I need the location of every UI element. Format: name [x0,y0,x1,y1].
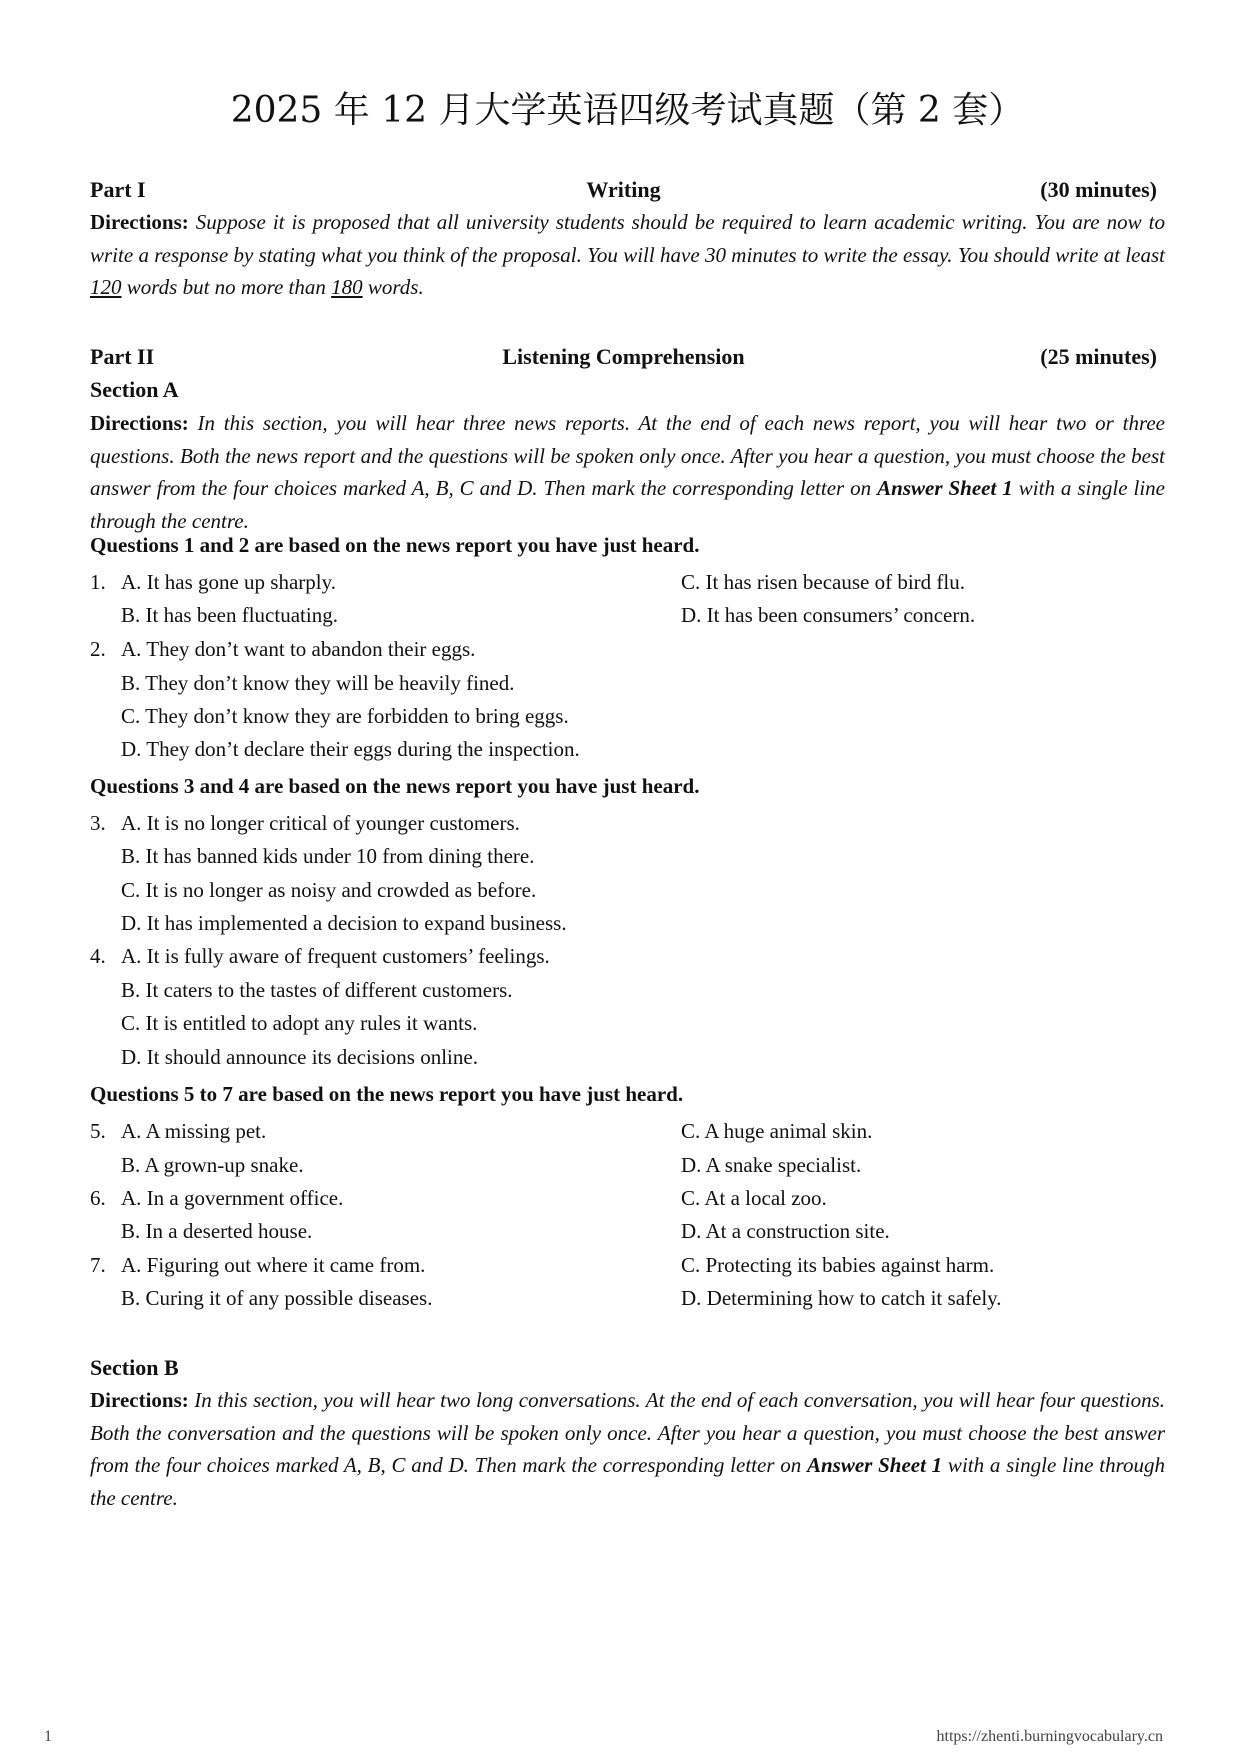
option-a: A. A missing pet. [121,1119,267,1143]
question-number: 3. [90,811,106,835]
option-a: A. Figuring out where it came from. [121,1253,426,1277]
option-c: C. A huge animal skin. [681,1119,873,1143]
question-group-heading: Questions 5 to 7 are based on the news report you have just heard. [90,1082,684,1106]
page-title: 2025 年 12 月大学英语四级考试真题（第 2 套） [230,90,1025,131]
part-2-name: Listening Comprehension [502,344,745,369]
option-b: B. It caters to the tastes of different customers. [121,978,513,1002]
answer-sheet-ref: Answer Sheet 1 [877,476,1013,500]
option-a: A. It is no longer critical of younger customers. [121,811,520,835]
max-words: 180 [331,275,363,299]
option-c: C. Protecting its babies against harm. [681,1253,995,1277]
part-1-name: Writing [586,177,661,202]
min-words: 120 [90,275,122,299]
footer-url[interactable]: https://zhenti.burningvocabulary.cn [936,1728,1163,1745]
option-d: D. It has been consumers’ concern. [681,603,976,627]
section-a-label: Section A [90,377,179,402]
section-b-label: Section B [90,1355,179,1380]
page-number: 1 [44,1728,52,1745]
part-2-label: Part II [90,344,155,369]
section-b-directions: Directions: In this section, you will hear two long conversations. At the end of each conversation, you will hear four questions. Both the conversation and the questions will be spoken only once. After you hear a question, you must choose the best answer from the four choices marked A, B, C and D. Then mark the corresponding letter on Answer Sheet 1 with a single line through the centre. [90,1388,1165,1510]
option-d: D. A snake specialist. [681,1153,862,1177]
part-2-time: (25 minutes) [1040,344,1157,369]
question-number: 7. [90,1253,106,1277]
option-a: A. They don’t want to abandon their eggs. [121,637,476,661]
part-1-time: (30 minutes) [1040,177,1157,202]
option-a: A. It is fully aware of frequent customers’ feelings. [121,944,550,968]
option-b: B. In a deserted house. [121,1219,313,1243]
option-d: D. They don’t declare their eggs during the inspection. [121,737,580,761]
option-b: B. It has been fluctuating. [121,603,338,627]
question-number: 6. [90,1186,106,1210]
answer-sheet-ref: Answer Sheet 1 [807,1453,943,1477]
question-group-heading: Questions 1 and 2 are based on the news report you have just heard. [90,533,700,557]
question-group-heading: Questions 3 and 4 are based on the news report you have just heard. [90,774,700,798]
option-d: D. Determining how to catch it safely. [681,1286,1002,1310]
question-number: 1. [90,570,106,594]
option-c: C. It has risen because of bird flu. [681,570,966,594]
option-c: C. It is no longer as noisy and crowded as before. [121,878,537,902]
option-b: B. Curing it of any possible diseases. [121,1286,433,1310]
option-c: C. It is entitled to adopt any rules it wants. [121,1011,478,1035]
option-d: D. It has implemented a decision to expand business. [121,911,567,935]
part-1-label: Part I [90,177,146,202]
question-number: 5. [90,1119,106,1143]
option-a: A. It has gone up sharply. [121,570,337,594]
option-b: B. A grown-up snake. [121,1153,304,1177]
option-b: B. They don’t know they will be heavily fined. [121,671,515,695]
option-a: A. In a government office. [121,1186,344,1210]
question-number: 2. [90,637,106,661]
option-c: C. At a local zoo. [681,1186,827,1210]
question-number: 4. [90,944,106,968]
option-c: C. They don’t know they are forbidden to bring eggs. [121,704,569,728]
option-b: B. It has banned kids under 10 from dining there. [121,844,535,868]
option-d: D. At a construction site. [681,1219,890,1243]
option-d: D. It should announce its decisions online. [121,1045,478,1069]
section-a-directions: Directions: In this section, you will hear three news reports. At the end of each news report, you will hear two or three questions. Both the news report and the questions will be spoken only once. After you hear a question, you must choose the best answer from the four choices marked A, B, C and D. Then mark the corresponding letter on Answer Sheet 1 with a single line through the centre. [90,411,1165,533]
part-1-directions: Directions: Suppose it is proposed that all university students should be required to learn academic writing. You are now to write a response by stating what you think of the proposal. You will have 30 minutes to write the essay. You should write at least 120 words but no more than 180 words. [90,210,1165,299]
directions-label: Directions: [90,210,189,234]
